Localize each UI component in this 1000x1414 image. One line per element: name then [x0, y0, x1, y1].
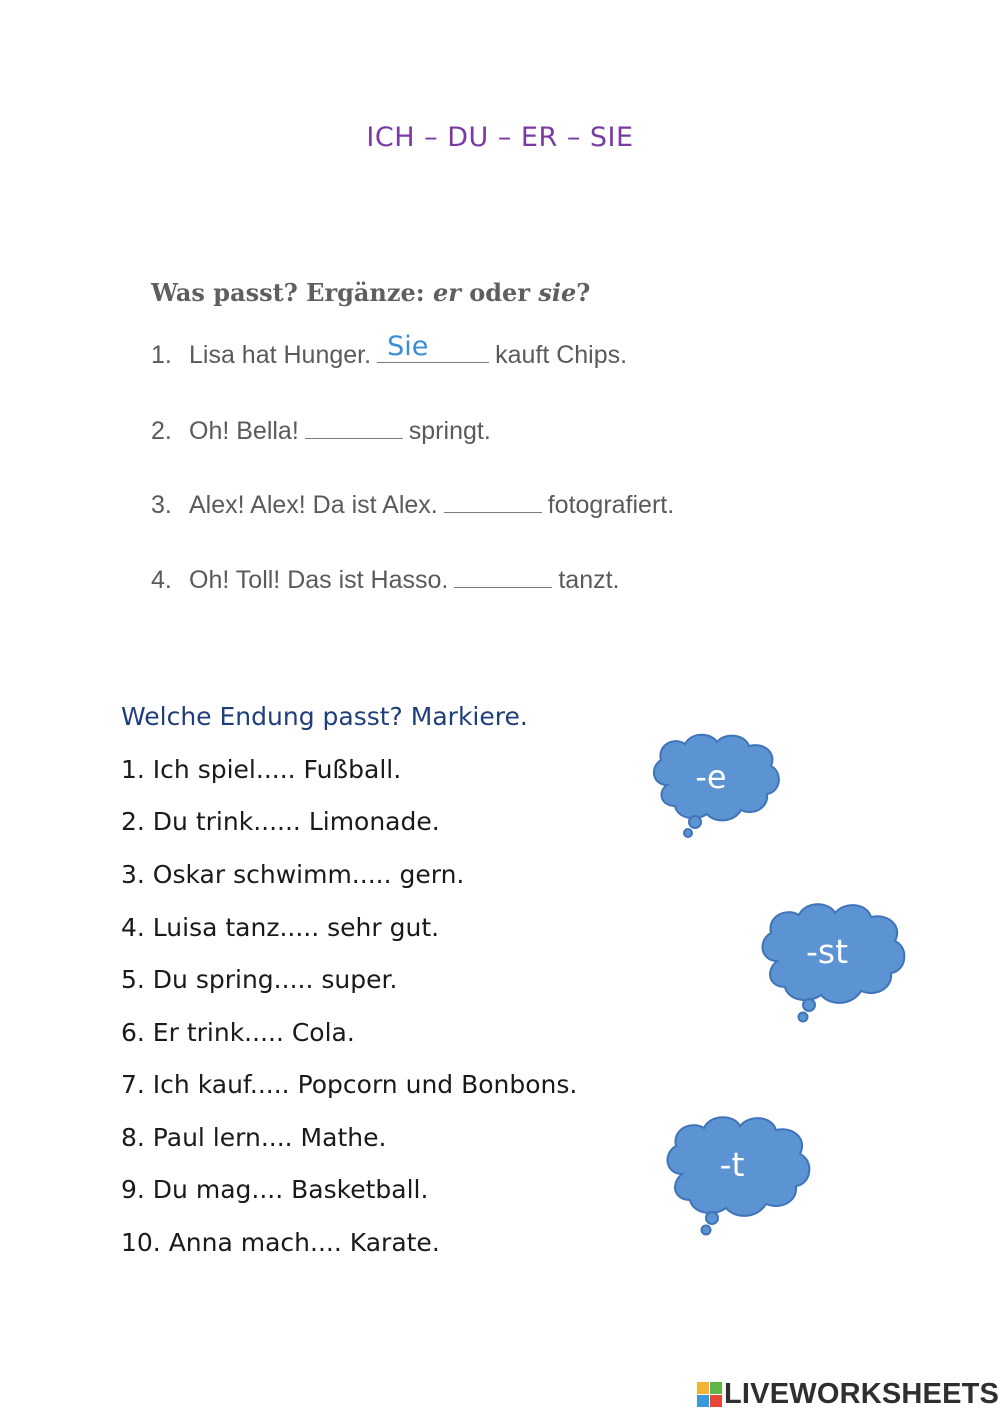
list-item: 4. Luisa tanz..... sehr gut. — [121, 913, 440, 942]
exercise1-item: 2. Oh! Bella! springt. — [151, 414, 491, 446]
exercise1-heading: Was passt? Ergänze: er oder sie? — [151, 278, 591, 307]
list-item: 3. Oskar schwimm..... gern. — [121, 860, 465, 889]
answer-text: Sie — [387, 331, 429, 362]
exercise1-item: 1. Lisa hat Hunger. Sie kauft Chips. — [151, 331, 628, 369]
list-item: 8. Paul lern.... Mathe. — [121, 1123, 387, 1152]
logo-icon — [697, 1382, 722, 1407]
logo-text: LIVEWORKSHEETS — [724, 1377, 1000, 1410]
list-item: 5. Du spring..... super. — [121, 965, 398, 994]
ending-label: -st — [805, 932, 849, 971]
liveworksheets-logo — [697, 1374, 999, 1414]
list-item: 10. Anna mach.... Karate. — [121, 1228, 440, 1257]
list-item: 2. Du trink...... Limonade. — [121, 807, 440, 836]
list-item: 1. Ich spiel..... Fußball. — [121, 755, 402, 784]
page-title: ICH – DU – ER – SIE — [366, 122, 634, 153]
answer-blank[interactable] — [444, 488, 542, 513]
list-item: 7. Ich kauf..... Popcorn und Bonbons. — [121, 1070, 578, 1099]
ending-label: -e — [695, 758, 727, 796]
ending-label: -t — [719, 1145, 745, 1184]
list-item: 6. Er trink..... Cola. — [121, 1018, 355, 1047]
answer-blank[interactable] — [305, 414, 403, 439]
ending-cloud-e[interactable] — [645, 730, 785, 840]
list-item: 9. Du mag.... Basketball. — [121, 1175, 429, 1204]
answer-blank[interactable] — [377, 331, 489, 363]
answer-blank[interactable] — [454, 563, 552, 588]
exercise1-item: 3. Alex! Alex! Da ist Alex. fotografiert. — [151, 488, 674, 520]
exercise1-item: 4. Oh! Toll! Das ist Hasso. tanzt. — [151, 563, 620, 595]
ending-cloud-st[interactable] — [753, 899, 911, 1027]
exercise2-heading: Welche Endung passt? Markiere. — [121, 702, 528, 731]
ending-cloud-t[interactable] — [658, 1112, 814, 1240]
